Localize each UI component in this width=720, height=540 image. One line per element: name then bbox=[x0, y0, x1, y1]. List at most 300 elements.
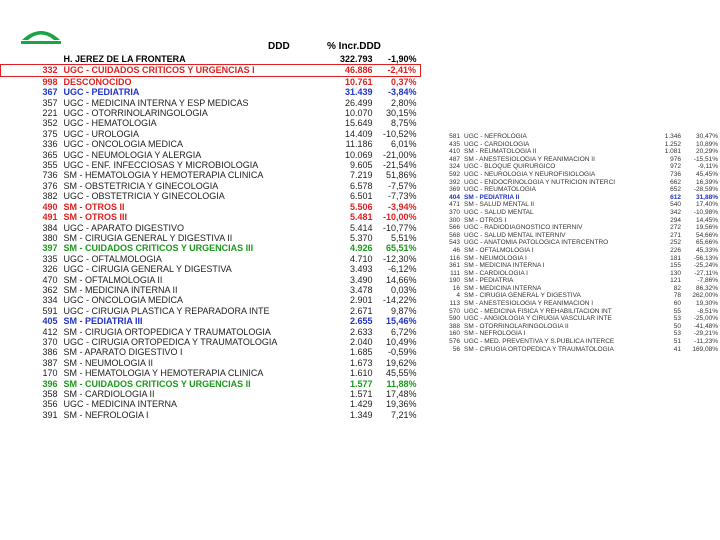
row-pct: 30,15% bbox=[385, 108, 417, 119]
row-number: 356 bbox=[42, 399, 58, 410]
row-pct: -10,00% bbox=[382, 212, 417, 223]
main-ddd-table bbox=[0, 54, 421, 420]
row-label: SM - CIRUGIA ORTOPEDICA Y TRAUMATOLOGIA bbox=[464, 345, 614, 353]
row-number: 336 bbox=[42, 139, 58, 150]
row-label: SM - NEUMOLOGIA I bbox=[464, 254, 527, 262]
row-number: 170 bbox=[42, 368, 58, 379]
row-number: 355 bbox=[42, 160, 58, 171]
row-pct: 19,30% bbox=[695, 300, 718, 308]
row-pct: -0,59% bbox=[387, 347, 417, 358]
row-ddd: 4.710 bbox=[349, 253, 373, 264]
row-label: UGC - UROLOGIA bbox=[63, 128, 140, 139]
table-row bbox=[1, 295, 421, 305]
row-label: UGC - HEMATOLOGIA bbox=[63, 118, 157, 129]
row-ddd: 2.040 bbox=[349, 336, 373, 347]
row-number: 335 bbox=[42, 253, 58, 264]
row-pct: 0,37% bbox=[390, 76, 417, 87]
row-ddd: 271 bbox=[670, 231, 681, 239]
row-pct: -21,00% bbox=[382, 149, 417, 160]
row-pct: 10,89% bbox=[695, 140, 718, 148]
row-number: 352 bbox=[42, 118, 58, 129]
row-ddd: 60 bbox=[673, 300, 681, 308]
row-number: 471 bbox=[449, 201, 460, 209]
row-number: 490 bbox=[42, 201, 58, 212]
table-row bbox=[1, 150, 421, 160]
row-label: SM - MEDICINA INTERNA bbox=[464, 284, 542, 292]
row-number: 113 bbox=[449, 300, 460, 308]
row-pct: -10,77% bbox=[382, 222, 417, 233]
table-row bbox=[1, 129, 421, 139]
row-ddd: 10.070 bbox=[344, 108, 373, 119]
table-row bbox=[426, 179, 720, 187]
table-row bbox=[426, 262, 720, 270]
table-row bbox=[426, 133, 720, 141]
row-ddd: 130 bbox=[670, 269, 681, 277]
row-label: SM - MEDICINA INTERNA I bbox=[464, 262, 545, 270]
increase-column-header: % Incr.DDD bbox=[327, 41, 381, 52]
row-ddd: 226 bbox=[670, 246, 681, 254]
row-number: 56 bbox=[452, 345, 460, 353]
row-pct: 65,66% bbox=[695, 239, 718, 247]
row-ddd: 540 bbox=[670, 201, 681, 209]
row-ddd: 3.493 bbox=[349, 264, 373, 275]
table-row bbox=[426, 330, 720, 338]
row-number: 332 bbox=[1, 65, 61, 76]
table-row bbox=[426, 224, 720, 232]
row-pct: 169,08% bbox=[692, 345, 718, 353]
row-number: 334 bbox=[42, 295, 58, 306]
row-number: 111 bbox=[450, 269, 460, 277]
row-ddd: 14.409 bbox=[344, 128, 373, 139]
row-pct: -7,57% bbox=[387, 180, 417, 191]
row-pct: -7,73% bbox=[387, 191, 417, 202]
row-label: UGC - OBSTETRICIA Y GINECOLOGIA bbox=[63, 191, 225, 202]
row-ddd: 53 bbox=[673, 330, 681, 338]
table-row bbox=[426, 232, 720, 240]
table-row bbox=[1, 243, 421, 253]
row-pct: 14,66% bbox=[385, 274, 417, 285]
row-pct: 51,86% bbox=[385, 170, 417, 181]
table-row bbox=[1, 202, 421, 212]
row-number: 470 bbox=[42, 274, 58, 285]
row-pct: -6,12% bbox=[387, 264, 417, 275]
table-row bbox=[1, 285, 421, 295]
row-number: 370 bbox=[449, 208, 460, 216]
row-number: 367 bbox=[42, 87, 58, 98]
row-ddd: 41 bbox=[673, 345, 681, 353]
row-ddd: 3.478 bbox=[349, 284, 373, 295]
table-row bbox=[1, 65, 421, 76]
row-label: UGC - OTORRINOLARINGOLOGIA bbox=[63, 108, 208, 119]
table-row bbox=[1, 139, 421, 149]
row-label: UGC - REUMATOLOGIA bbox=[464, 186, 536, 194]
table-row bbox=[426, 346, 720, 354]
row-pct: -8,51% bbox=[697, 307, 718, 315]
row-label: UGC - SALUD MENTAL bbox=[464, 208, 534, 216]
row-ddd: 121 bbox=[670, 277, 681, 285]
row-label: SM - APARATO DIGESTIVO I bbox=[63, 347, 183, 358]
row-ddd: 5.370 bbox=[349, 232, 373, 243]
row-label: SM - CUIDADOS CRITICOS Y URGENCIAS II bbox=[63, 378, 251, 389]
table-row bbox=[1, 379, 421, 389]
row-ddd: 1.346 bbox=[664, 133, 681, 140]
row-ddd: 2.901 bbox=[349, 295, 373, 306]
table-row bbox=[426, 209, 720, 217]
table-row bbox=[426, 217, 720, 225]
table-row bbox=[426, 141, 720, 149]
row-ddd: 1.349 bbox=[349, 409, 373, 420]
row-label: SM - REUMATOLOGIA II bbox=[464, 148, 537, 156]
row-number: 388 bbox=[449, 322, 460, 330]
row-ddd: 4.926 bbox=[349, 243, 373, 254]
row-number: 410 bbox=[449, 148, 460, 156]
table-row bbox=[426, 186, 720, 194]
row-label: UGC - RADIODIAGNOSTICO INTERNIV bbox=[464, 224, 583, 232]
row-pct: -56,13% bbox=[693, 254, 718, 262]
row-number: 384 bbox=[42, 222, 58, 233]
table-row bbox=[1, 410, 421, 420]
row-ddd: 78 bbox=[673, 292, 681, 300]
row-label: SM - NEUMOLOGIA II bbox=[63, 357, 154, 368]
row-number: 591 bbox=[42, 305, 58, 316]
row-ddd: 2.655 bbox=[349, 316, 373, 327]
row-label: SM - HEMATOLOGIA Y HEMOTERAPIA CLINICA bbox=[63, 170, 264, 181]
table-row bbox=[1, 389, 421, 399]
row-label: UGC - ONCOLOGIA MEDICA bbox=[63, 295, 184, 306]
row-number: 566 bbox=[449, 224, 460, 232]
row-ddd: 1.610 bbox=[349, 368, 373, 379]
row-label: UGC - SALUD MENTAL INTERNIV bbox=[464, 231, 566, 239]
row-label: UGC - CIRUGIA GENERAL Y DIGESTIVA bbox=[63, 264, 232, 275]
row-number: 491 bbox=[42, 212, 58, 223]
table-row bbox=[1, 181, 421, 191]
row-number: 404 bbox=[449, 193, 460, 201]
row-number: 324 bbox=[449, 163, 460, 171]
row-number: 376 bbox=[42, 180, 58, 191]
row-pct: 6,72% bbox=[390, 326, 417, 337]
row-label: SM - ANESTESIOLOGIA Y REANIMACION I bbox=[464, 300, 594, 308]
table-row bbox=[1, 76, 421, 87]
secondary-ddd-table bbox=[426, 133, 720, 353]
row-number: 369 bbox=[449, 186, 460, 194]
row-pct: 19,56% bbox=[695, 224, 718, 232]
table-row bbox=[1, 368, 421, 378]
table-row bbox=[1, 87, 421, 97]
table-row bbox=[1, 399, 421, 409]
row-label: UGC - MEDICINA INTERNA bbox=[63, 399, 178, 410]
row-ddd: 82 bbox=[673, 284, 681, 292]
row-ddd: 15.649 bbox=[344, 118, 373, 129]
row-ddd: 6.578 bbox=[349, 180, 373, 191]
row-pct: 54,66% bbox=[695, 231, 718, 239]
row-pct: 19,36% bbox=[385, 399, 417, 410]
row-number: 46 bbox=[452, 246, 460, 254]
row-label: UGC - OFTALMOLOGIA bbox=[63, 253, 162, 264]
row-label: SM - PEDIATRIA II bbox=[464, 193, 520, 201]
row-pct: 20,29% bbox=[695, 148, 718, 156]
row-label: SM - CIRUGIA ORTOPEDICA Y TRAUMATOLOGIA bbox=[63, 326, 271, 337]
row-label: SM - ANESTESIOLOGIA Y REANIMACION II bbox=[464, 155, 595, 163]
table-row bbox=[426, 270, 720, 278]
row-pct: 6,01% bbox=[390, 139, 417, 150]
row-label: UGC - ANATOMIA PATOLOGICA INTERCENTRO bbox=[464, 239, 609, 247]
row-pct: -27,11% bbox=[694, 269, 718, 277]
row-label: SM - PEDIATRIA III bbox=[63, 316, 143, 327]
row-label: DESCONOCIDO bbox=[63, 76, 132, 87]
row-pct: 19,62% bbox=[385, 357, 417, 368]
table-row bbox=[1, 316, 421, 326]
row-label: SM - OFTALMOLOGIA II bbox=[63, 274, 163, 285]
row-number: 392 bbox=[449, 178, 460, 186]
table-row bbox=[426, 292, 720, 300]
row-ddd: 31.439 bbox=[344, 87, 373, 98]
row-ddd: 294 bbox=[670, 216, 681, 224]
row-pct: -11,23% bbox=[694, 338, 718, 346]
row-label: UGC - MEDICINA FISICA Y REHABILITACION INT bbox=[464, 307, 612, 315]
row-number: 190 bbox=[449, 277, 460, 285]
row-pct: 31,88% bbox=[695, 193, 718, 201]
row-number: 380 bbox=[42, 232, 58, 243]
row-number: 300 bbox=[449, 216, 460, 224]
row-ddd: 342 bbox=[670, 208, 681, 216]
hospital-pct: -1,90% bbox=[387, 54, 417, 64]
row-number: 160 bbox=[449, 330, 460, 338]
row-label: UGC - CUIDADOS CRITICOS Y URGENCIAS I bbox=[61, 65, 317, 76]
table-row bbox=[1, 358, 421, 368]
table-row bbox=[426, 171, 720, 179]
table-row bbox=[1, 337, 421, 347]
row-pct: 0,03% bbox=[390, 284, 417, 295]
row-pct: 262,00% bbox=[692, 292, 718, 300]
row-label: UGC - NEUMOLOGIA Y ALERGIA bbox=[63, 149, 202, 160]
row-label: UGC - MED. PREVENTIVA Y S.PUBLICA INTERCE bbox=[464, 338, 615, 346]
row-label: UGC - CARDIOLOGIA bbox=[464, 140, 530, 148]
row-number: 405 bbox=[42, 316, 58, 327]
row-label: UGC - ANGIOLOGIA Y CIRUGIA VASCULAR INTE bbox=[464, 315, 612, 323]
row-pct: 14,45% bbox=[695, 216, 718, 224]
table-row bbox=[426, 308, 720, 316]
row-label: SM - CIRUGIA GENERAL Y DIGESTIVA II bbox=[63, 232, 233, 243]
row-label: SM - MEDICINA INTERNA II bbox=[63, 284, 178, 295]
row-number: 570 bbox=[449, 307, 460, 315]
row-pct: 17,48% bbox=[385, 389, 417, 399]
row-number: 4 bbox=[456, 292, 460, 300]
row-number: 397 bbox=[42, 243, 58, 254]
row-pct: -2,41% bbox=[373, 65, 421, 76]
table-row bbox=[1, 223, 421, 233]
row-number: 998 bbox=[42, 76, 58, 87]
table-row bbox=[426, 247, 720, 255]
row-ddd: 11.186 bbox=[345, 139, 373, 150]
row-ddd: 155 bbox=[670, 262, 681, 270]
row-pct: -10,98% bbox=[693, 208, 718, 216]
table-row bbox=[1, 160, 421, 170]
row-label: UGC - NEFROLOGIA bbox=[464, 133, 527, 140]
row-number: 221 bbox=[42, 108, 58, 119]
row-label: SM - HEMATOLOGIA Y HEMOTERAPIA CLINICA bbox=[63, 368, 264, 379]
row-number: 543 bbox=[449, 239, 460, 247]
table-row bbox=[426, 148, 720, 156]
row-label: SM - OTROS III bbox=[63, 212, 128, 223]
row-pct: 45,33% bbox=[695, 246, 718, 254]
row-number: 576 bbox=[449, 338, 460, 346]
row-number: 361 bbox=[449, 262, 460, 270]
row-ddd: 53 bbox=[673, 315, 681, 323]
ddd-column-header: DDD bbox=[268, 41, 290, 52]
row-label: SM - CIRUGIA GENERAL Y DIGESTIVA bbox=[464, 292, 581, 300]
table-row bbox=[426, 156, 720, 164]
row-number: 487 bbox=[449, 155, 460, 163]
table-row bbox=[426, 239, 720, 247]
table-row bbox=[426, 323, 720, 331]
row-label: SM - CARDIOLOGIA II bbox=[63, 389, 155, 399]
row-number: 382 bbox=[42, 191, 58, 202]
table-row bbox=[426, 338, 720, 346]
table-row bbox=[426, 201, 720, 209]
row-label: UGC - ENF. INFECCIOSAS Y MICROBIOLOGIA bbox=[63, 160, 259, 171]
row-pct: -14,22% bbox=[382, 295, 417, 306]
row-number: 365 bbox=[42, 149, 58, 160]
row-label: UGC - NEUROLOGIA Y NEUROFISIOLOGIA bbox=[464, 170, 596, 178]
row-pct: 11,88% bbox=[386, 378, 417, 389]
table-row bbox=[426, 285, 720, 293]
row-number: 362 bbox=[42, 284, 58, 295]
row-label: UGC - MEDICINA INTERNA Y ESP MEDICAS bbox=[63, 97, 249, 108]
row-ddd: 652 bbox=[670, 186, 681, 194]
table-row bbox=[1, 264, 421, 274]
row-label: SM - OTROS I bbox=[464, 216, 507, 224]
row-number: 16 bbox=[452, 284, 460, 292]
row-number: 592 bbox=[449, 170, 460, 178]
table-row bbox=[1, 254, 421, 264]
table-row bbox=[1, 108, 421, 118]
row-ddd: 7.219 bbox=[349, 170, 373, 181]
hospital-ddd: 322.793 bbox=[339, 54, 373, 64]
row-pct: 30,47% bbox=[695, 133, 718, 140]
row-ddd: 272 bbox=[670, 224, 681, 232]
row-ddd: 1.081 bbox=[664, 148, 681, 156]
row-pct: -28,59% bbox=[693, 186, 718, 194]
row-pct: 45,45% bbox=[695, 170, 718, 178]
table-row bbox=[426, 194, 720, 202]
row-pct: -25,00% bbox=[693, 315, 718, 323]
row-pct: 8,75% bbox=[390, 118, 417, 129]
row-ddd: 5.506 bbox=[349, 201, 373, 212]
table-row bbox=[426, 163, 720, 171]
row-pct: 9,87% bbox=[390, 305, 417, 316]
row-ddd: 26.499 bbox=[344, 97, 373, 108]
row-number: 375 bbox=[42, 128, 58, 139]
row-label: SM - OTORRINOLARINGOLOGIA II bbox=[464, 322, 569, 330]
row-ddd: 6.501 bbox=[349, 191, 373, 202]
row-pct: 15,46% bbox=[385, 316, 417, 327]
row-ddd: 1.252 bbox=[664, 140, 681, 148]
row-number: 435 bbox=[449, 140, 460, 148]
row-label: UGC - CIRUGIA PLASTICA Y REPARADORA INTE bbox=[63, 305, 270, 316]
hospital-name: H. JEREZ DE LA FRONTERA bbox=[63, 54, 186, 64]
row-number: 326 bbox=[42, 264, 58, 275]
row-label: UGC - PEDIATRIA bbox=[63, 87, 140, 98]
table-row bbox=[1, 170, 421, 180]
row-pct: -41,48% bbox=[693, 322, 718, 330]
row-ddd: 972 bbox=[670, 163, 681, 171]
row-number: 370 bbox=[42, 336, 58, 347]
table-row bbox=[1, 347, 421, 357]
row-label: SM - SALUD MENTAL II bbox=[464, 201, 535, 209]
row-ddd: 1.673 bbox=[349, 357, 373, 368]
row-label: SM - OTROS II bbox=[63, 201, 125, 212]
row-number: 581 bbox=[449, 133, 460, 140]
row-pct: 65,51% bbox=[385, 243, 417, 254]
row-pct: 10,49% bbox=[385, 336, 417, 347]
row-label: UGC - APARATO DIGESTIVO bbox=[63, 222, 185, 233]
row-label: UGC - CIRUGIA ORTOPEDICA Y TRAUMATOLOGIA bbox=[63, 336, 278, 347]
row-label: SM - CUIDADOS CRITICOS Y URGENCIAS III bbox=[63, 243, 254, 254]
row-number: 386 bbox=[42, 347, 58, 358]
table-row bbox=[1, 118, 421, 128]
table-row bbox=[1, 306, 421, 316]
row-number: 412 bbox=[42, 326, 58, 337]
row-ddd: 10.761 bbox=[344, 76, 373, 87]
table-row bbox=[426, 300, 720, 308]
row-number: 736 bbox=[42, 170, 58, 181]
row-number: 590 bbox=[449, 315, 460, 323]
row-pct: -9,11% bbox=[697, 163, 718, 171]
row-ddd: 662 bbox=[670, 178, 681, 186]
table-row bbox=[426, 315, 720, 323]
row-ddd: 51 bbox=[673, 338, 681, 346]
row-ddd: 976 bbox=[670, 155, 681, 163]
row-number: 568 bbox=[449, 231, 460, 239]
row-ddd: 1.577 bbox=[349, 378, 373, 389]
row-ddd: 181 bbox=[670, 254, 681, 262]
row-pct: -3,84% bbox=[387, 87, 417, 98]
row-ddd: 2.633 bbox=[349, 326, 373, 337]
row-number: 358 bbox=[42, 389, 58, 399]
table-row bbox=[1, 233, 421, 243]
hospital-total-row bbox=[1, 54, 421, 65]
row-ddd: 46.886 bbox=[317, 65, 373, 76]
table-row bbox=[426, 255, 720, 263]
row-number: 396 bbox=[42, 378, 58, 389]
row-label: UGC - BLOQUE QUIRURGICO bbox=[464, 163, 556, 171]
row-ddd: 50 bbox=[673, 322, 681, 330]
row-pct: -21,54% bbox=[382, 160, 417, 171]
row-ddd: 5.414 bbox=[349, 222, 373, 233]
row-pct: -12,30% bbox=[382, 253, 417, 264]
table-row bbox=[1, 212, 421, 222]
row-label: SM - OFTALMOLOGIA I bbox=[464, 246, 534, 254]
table-row bbox=[1, 98, 421, 108]
row-ddd: 3.490 bbox=[349, 274, 373, 285]
row-ddd: 9.605 bbox=[349, 160, 373, 171]
row-pct: 7,21% bbox=[390, 409, 417, 420]
row-number: 357 bbox=[42, 97, 58, 108]
row-pct: 2,80% bbox=[390, 97, 417, 108]
table-row bbox=[1, 275, 421, 285]
row-label: UGC - ENDOCRINOLOGIA Y NUTRICION INTERCI bbox=[464, 178, 616, 186]
row-label: SM - NEFROLOGIA I bbox=[464, 330, 526, 338]
row-label: SM - OBSTETRICIA Y GINECOLOGIA bbox=[63, 180, 219, 191]
row-ddd: 1.429 bbox=[349, 399, 373, 410]
row-pct: -7,86% bbox=[697, 277, 718, 285]
table-header bbox=[0, 41, 400, 53]
row-ddd: 10.069 bbox=[344, 149, 373, 160]
row-pct: -29,21% bbox=[693, 330, 718, 338]
row-ddd: 1.685 bbox=[349, 347, 373, 358]
row-label: UGC - ONCOLOGIA MEDICA bbox=[63, 139, 184, 150]
row-ddd: 1.571 bbox=[349, 389, 373, 399]
